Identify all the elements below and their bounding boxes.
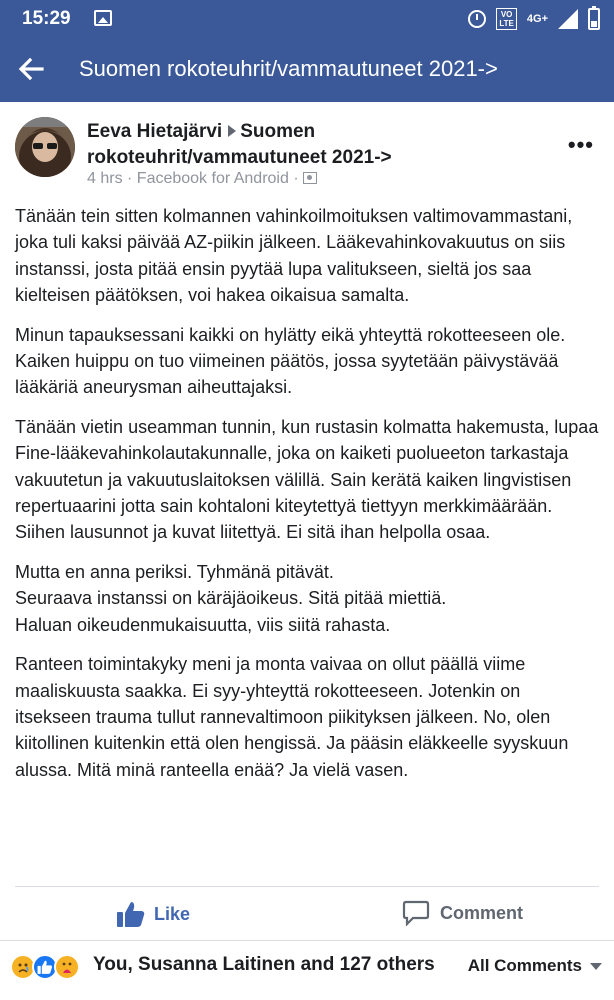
divider [0,940,614,941]
comment-button[interactable] [402,900,523,926]
post-paragraph: Minun tapauksessani kaikki on hylätty eikä yhteyttä rokotteeseen ole. Kaiken huippu on tuo viimeinen päätös, jossa syytetään päivystävää lääkäriä aneurysman aiheuttajaksi. [15,324,566,398]
like-button[interactable] [116,900,190,928]
all-comments-dropdown[interactable] [468,956,602,976]
status-bar [0,0,614,38]
avatar[interactable] [15,117,75,177]
post-paragraph: Tänään vietin useamman tunnin, kun rustasin kolmatta hakemusta, lupaa Fine-lääkevahinkolautakunnalle, joka on kaiketi puolueeton tarkastaja vakuutetun ja vakuutuslaitoksen välillä. Sain kerätä kaiken lingvistisen repertuaarini jotta sain kohtaloni kiteytettyä tiettyyn merkkimäärään. Siihen lausunnot ja kuvat liitettyä. Ei sitä ihan helpolla osaa. [15,416,599,543]
post-paragraph: Mutta en anna periksi. Tyhmänä pitävät. Seuraava instanssi on käräjäoikeus. Sitä pitää miettiä. Haluan oikeudenmukaisuutta, viis siitä rahasta. [15,561,447,635]
care-reaction-icon [54,954,80,980]
arrow-right-icon [228,125,236,137]
all-comments-label: All Comments [467,956,582,975]
page-title: Suomen rokoteuhrit/vammautuneet 2021-> [79,56,498,81]
network-type: 4G+ [526,13,548,25]
group-name[interactable]: Suomen rokoteuhrit/vammautuneet 2021-> [87,121,392,168]
reaction-icons [10,954,76,980]
author-line [87,119,547,171]
reaction-summary[interactable]: You, Susanna Laitinen and 127 others [93,954,435,975]
group-privacy-icon [303,172,317,184]
image-notification-icon [94,10,112,26]
post-paragraph: Ranteen toimintakyky meni ja monta vaivaa on ollut päällä viime maaliskuusta saakka. Ei syy-yhteyttä rokotteeseen. Jotenkin on itsekseen trauma tullut rannevaltimoon piikityksen jälkeen. No, olen kiitollinen kuitenkin että olen hengissä. Ja pääsin eläkkeelle syyskuun alussa. Mitä minä ranteella enää? Ja vielä vasen. [15,654,569,780]
signal-icon [558,9,578,29]
divider [15,886,599,887]
chevron-down-icon [590,963,602,970]
alarm-icon [468,10,486,28]
status-icons [468,6,600,32]
comment-icon [402,900,430,926]
status-time: 15:29 [22,8,71,29]
post-paragraph: Tänään tein sitten kolmannen vahinkoilmoituksen valtimovammastani, joka tuli kaksi päivää AZ-piikin jälkeen. Lääkevahinkovakuutus on siis instanssi, josta pitää ensin pyytää lupa valitukseen, sieltä jos saa kielteisen päätöksen, voi hakea oikaisua samalta. [15,206,573,306]
post-meta [87,170,317,188]
comment-label: Comment [440,902,524,923]
author-name[interactable]: Eeva Hietajärvi [87,121,223,142]
thumbs-up-icon [116,900,146,928]
battery-icon [588,8,600,30]
reactions-bar[interactable] [0,942,614,992]
post-meta-text: 4 hrs · Facebook for Android · [87,170,299,187]
post-header [0,102,614,194]
more-options-icon[interactable]: ••• [567,132,594,157]
volte-icon: VO LTE [496,8,517,30]
app-bar [0,38,614,102]
like-label: Like [154,903,191,924]
post-body [15,203,601,796]
post-actions [0,888,614,938]
back-arrow-icon[interactable] [16,54,46,84]
